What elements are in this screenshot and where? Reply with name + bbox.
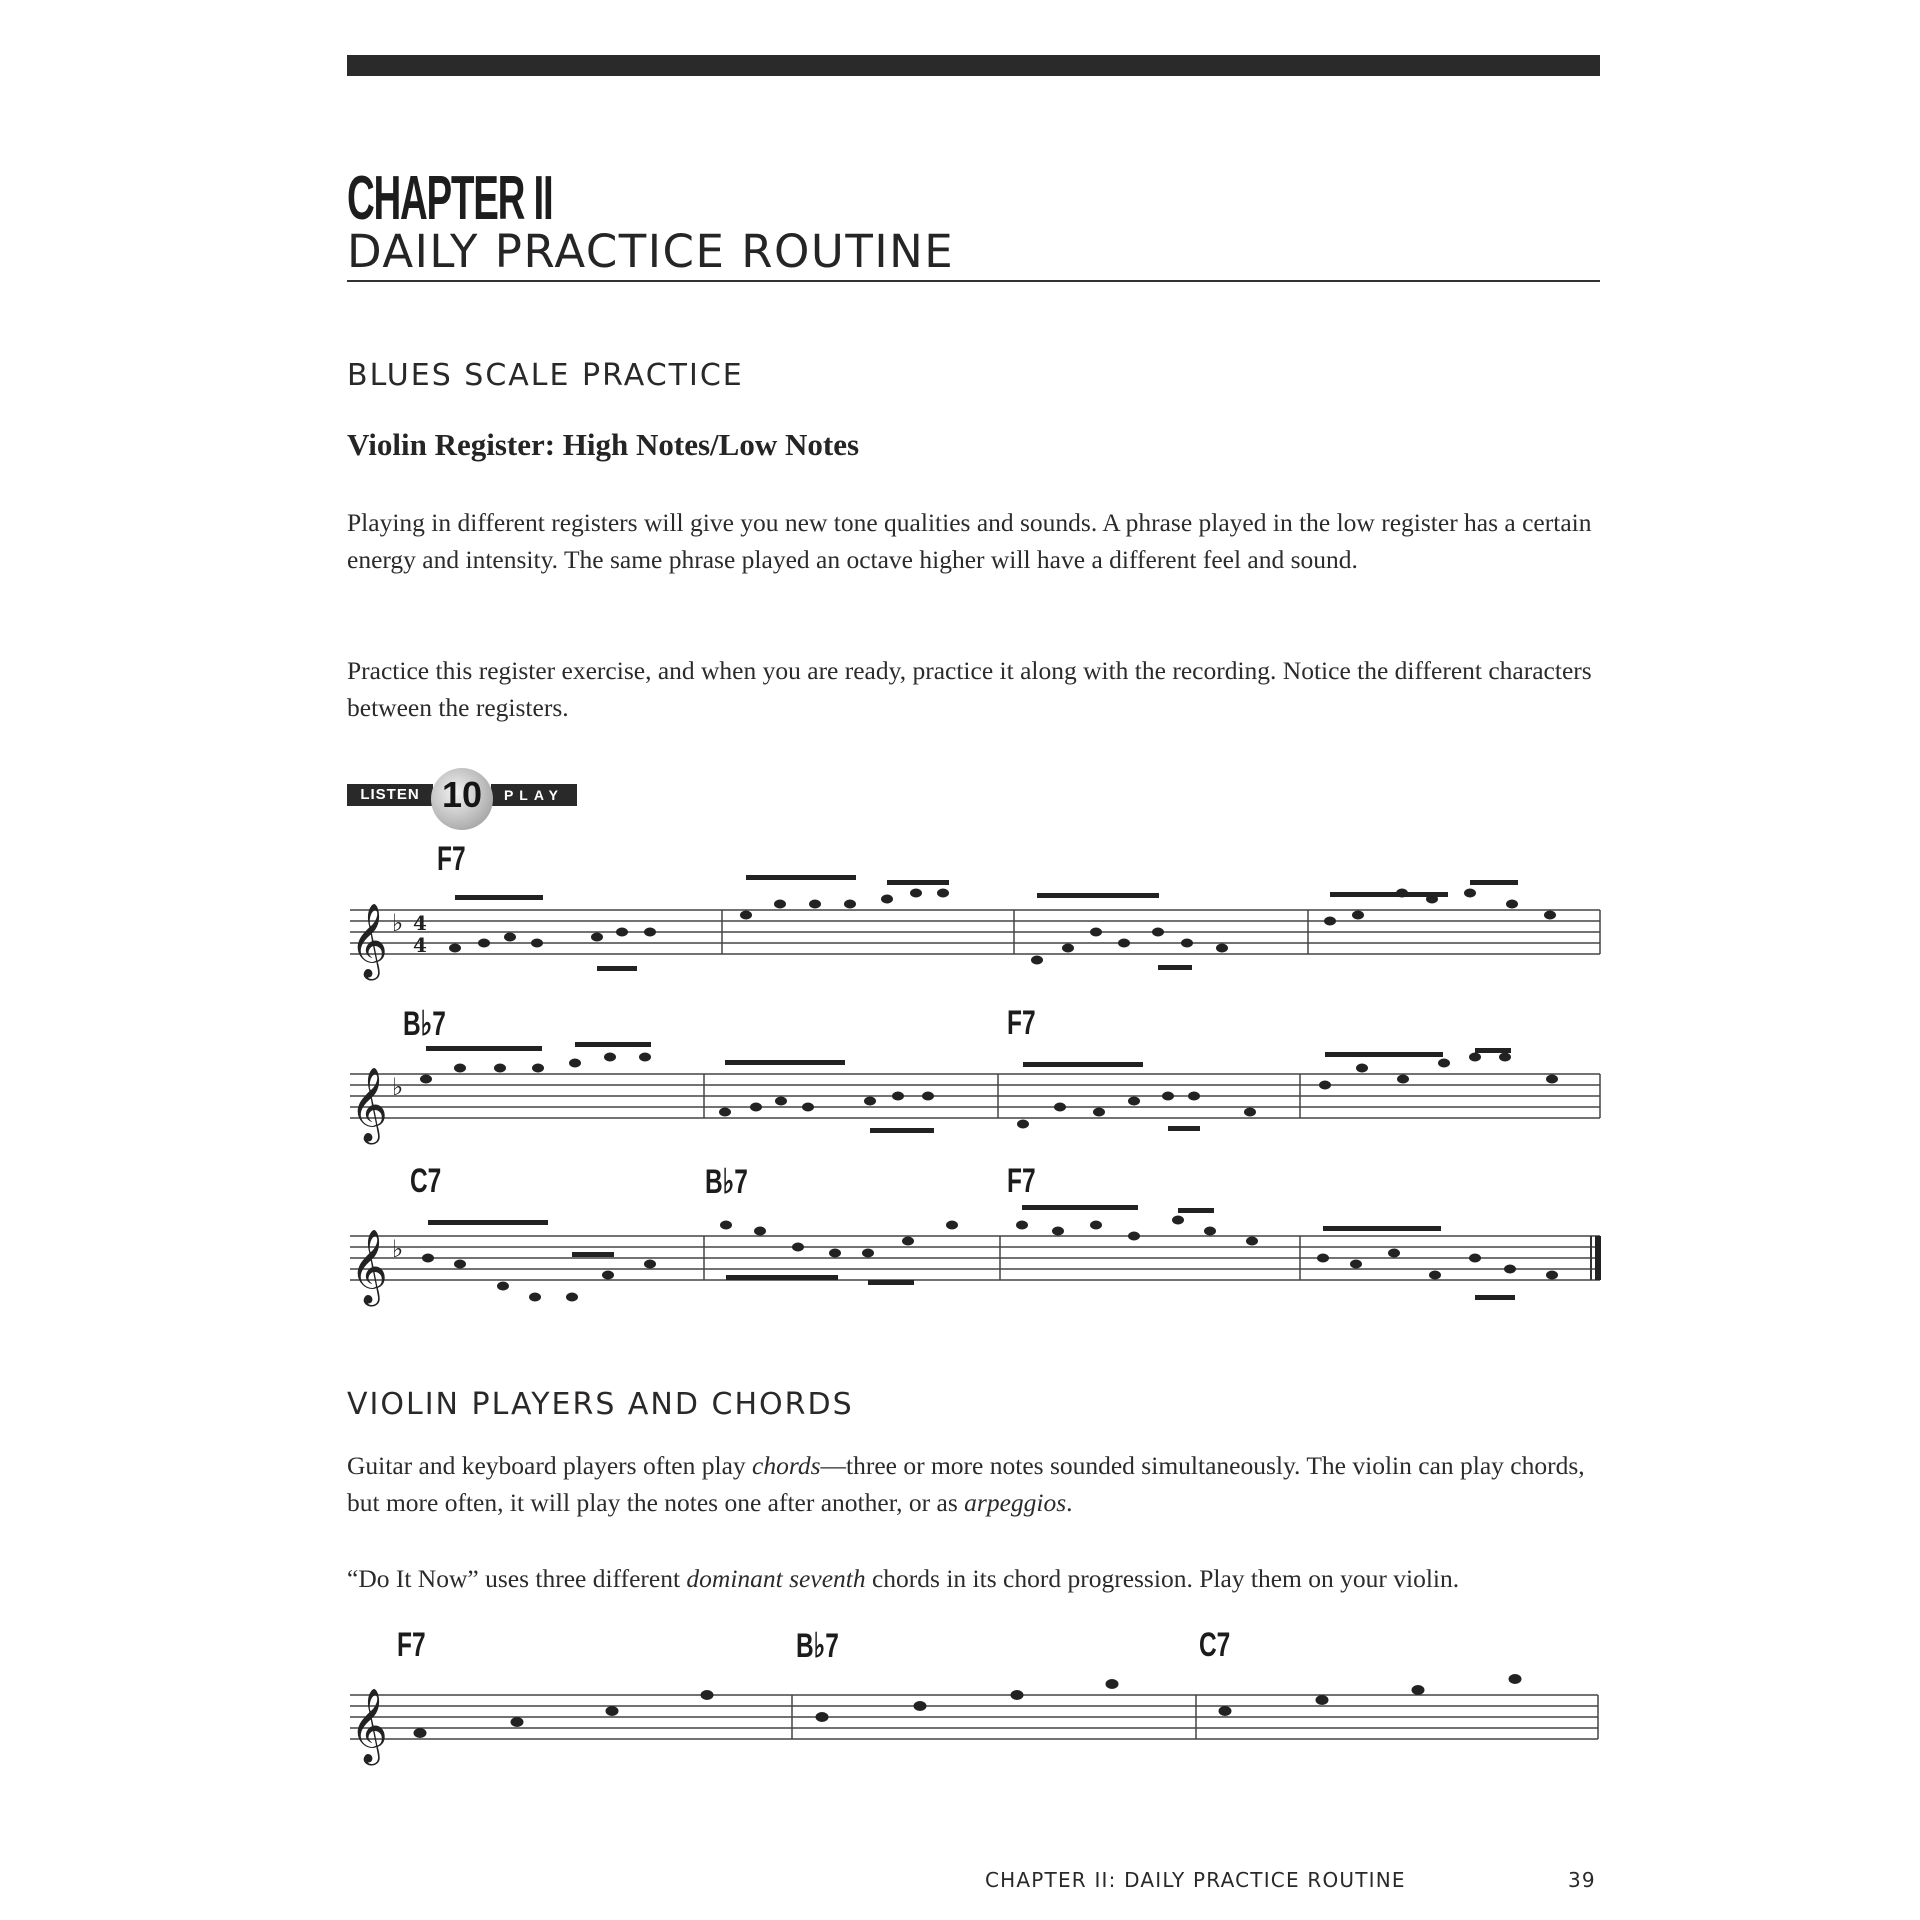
term-dominant-seventh: dominant seventh [686,1564,866,1593]
chord-symbol: F7 [1007,1004,1036,1042]
text-run: . [1066,1488,1073,1517]
svg-text:4: 4 [413,933,427,957]
page-number: 39 [1568,1868,1596,1892]
chapter-label: CHAPTER II [347,164,553,233]
section-heading-blues-scale: BLUES SCALE PRACTICE [347,358,744,393]
paragraph-practice: Practice this register exercise, and when you are ready, practice it along with the recording. Notice the different characters between the registers. [347,656,1592,722]
svg-text:𝄞: 𝄞 [350,904,388,978]
running-footer-title: CHAPTER II: DAILY PRACTICE ROUTINE [985,1868,1406,1892]
svg-text:♭: ♭ [392,1235,404,1263]
svg-text:4: 4 [413,911,427,935]
chord-symbol: B♭7 [796,1627,839,1665]
chord-symbol: C7 [410,1162,442,1200]
chapter-title: DAILY PRACTICE ROUTINE [347,225,955,278]
chord-symbol: B♭7 [705,1163,748,1201]
text-run: chords in its chord progression. Play them on your violin. [865,1564,1460,1593]
term-chords: chords [752,1451,821,1480]
chord-symbol: F7 [437,840,466,878]
play-label: PLAY [491,784,577,806]
section-heading-violin-chords: VIOLIN PLAYERS AND CHORDS [347,1387,854,1422]
svg-text:𝄞: 𝄞 [350,1230,388,1304]
chord-symbol: B♭7 [403,1005,446,1043]
term-arpeggios: arpeggios [964,1488,1067,1517]
track-number: 10 [441,774,483,815]
paragraph-registers: Playing in different registers will give you new tone qualities and sounds. A phrase played in the low register has a certain energy and intensity. The same phrase played an octave higher will have a different feel and sound. [347,508,1592,574]
svg-text:𝄞: 𝄞 [350,1689,388,1763]
listen-label: LISTEN [347,784,433,806]
svg-text:♭: ♭ [392,909,404,937]
svg-text:♭: ♭ [392,1073,404,1101]
chord-symbol: F7 [1007,1162,1036,1200]
svg-text:𝄞: 𝄞 [350,1068,388,1142]
subheading-violin-register: Violin Register: High Notes/Low Notes [347,427,860,462]
text-run: “Do It Now” uses three different [347,1564,687,1593]
text-run: —three or more notes sounded simultaneously. The violin can play chords, but more often, it will play the notes one after another, or as [347,1451,1585,1517]
chord-symbol: C7 [1199,1626,1231,1664]
text-run: Guitar and keyboard players often play [347,1451,753,1480]
chord-symbol: F7 [397,1626,426,1664]
